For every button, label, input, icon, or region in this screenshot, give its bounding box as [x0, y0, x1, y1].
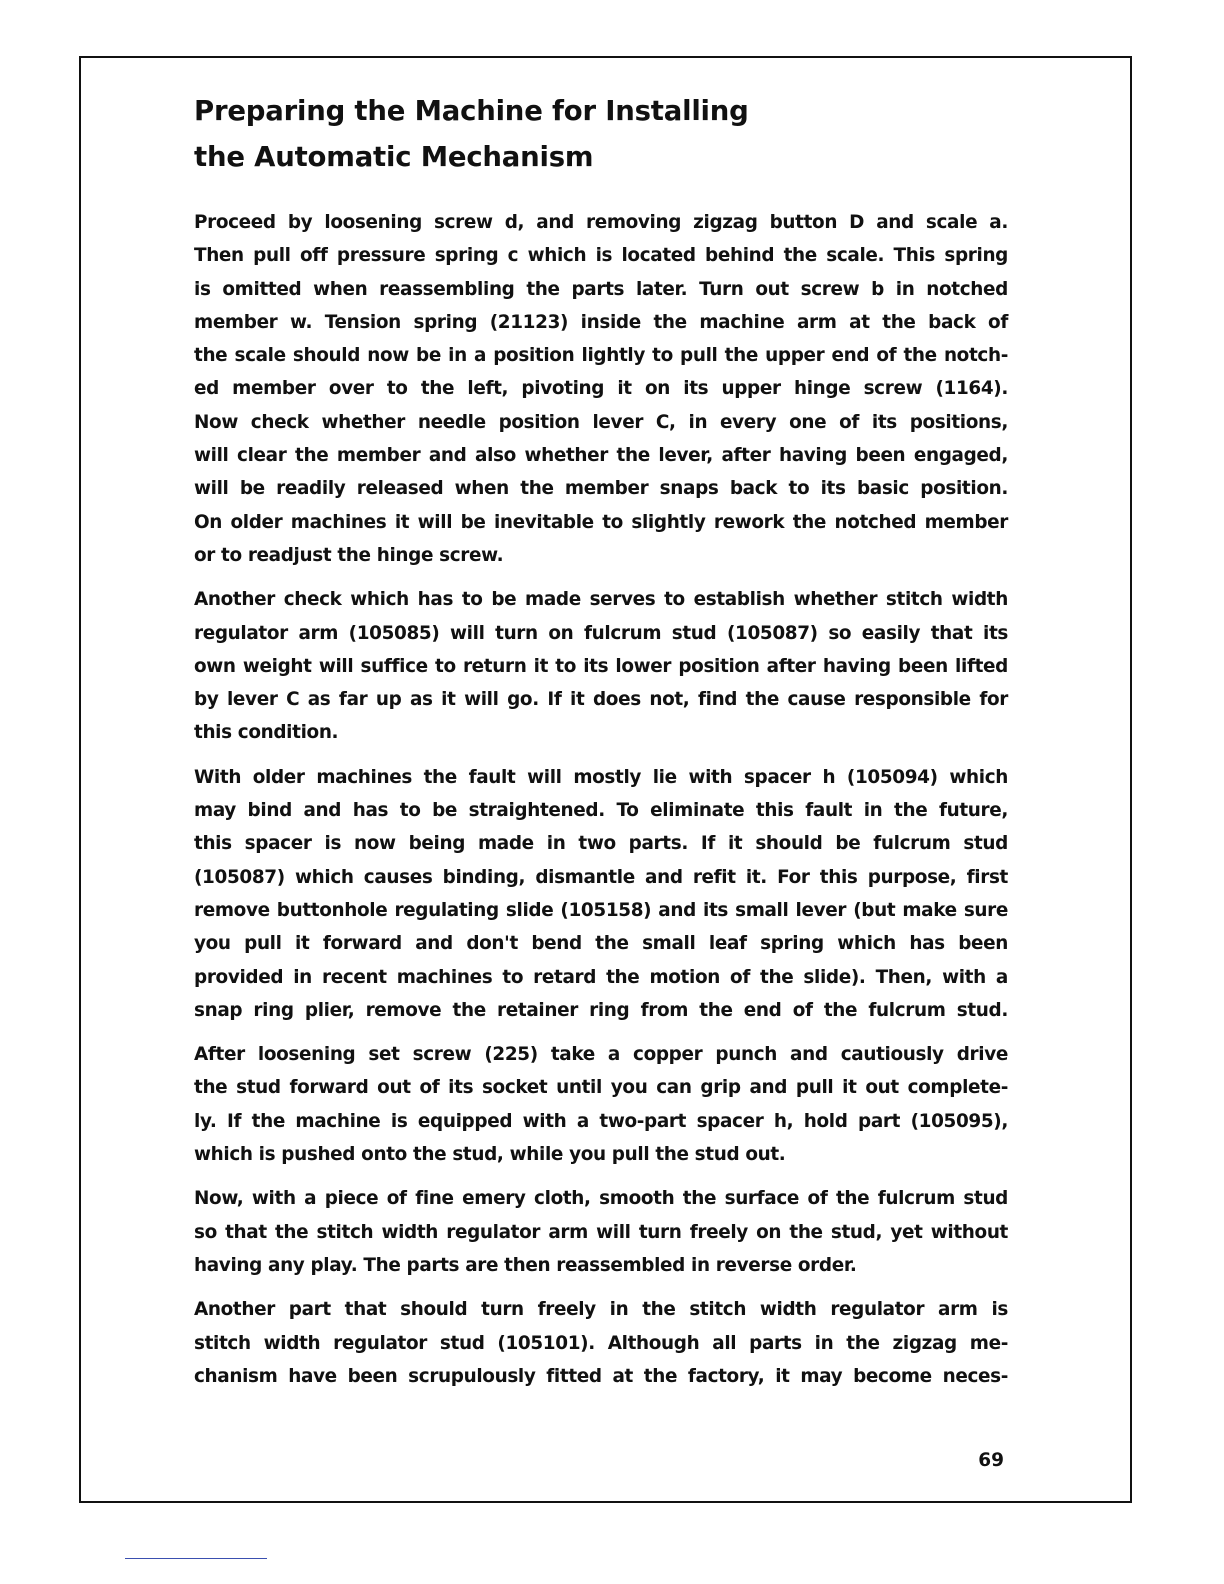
- text-line: which is pushed onto the stud, while you pull the stud out.: [194, 1144, 786, 1166]
- text-line: Another check which has to be made serves to establish whether stitch width: [194, 589, 1008, 611]
- text-line: ly. If the machine is equipped with a two-part spacer h, hold part (105095),: [194, 1110, 1008, 1132]
- text-line: will clear the member and also whether the lever, after having been engaged,: [194, 445, 1008, 467]
- text-line: With older machines the fault will mostly lie with spacer h (105094) which: [194, 766, 1008, 788]
- text-line: member w. Tension spring (21123) inside the machine arm at the back of: [194, 311, 1008, 333]
- text-line: snap ring plier, remove the retainer ring from the end of the fulcrum stud.: [194, 999, 1008, 1021]
- text-line: this condition.: [194, 722, 339, 744]
- text-line: may bind and has to be straightened. To eliminate this fault in the future,: [194, 800, 1008, 822]
- text-line: Another part that should turn freely in the stitch width regulator arm is: [194, 1299, 1008, 1321]
- text-line: you pull it forward and don't bend the small leaf spring which has been: [194, 933, 1008, 955]
- text-line: Then pull off pressure spring c which is located behind the scale. This spring: [194, 245, 1008, 267]
- text-line: having any play. The parts are then reassembled in reverse order.: [194, 1254, 857, 1276]
- paragraph-removal-steps: [194, 206, 1008, 572]
- text-line: On older machines it will be inevitable to slightly rework the notched member: [194, 511, 1008, 533]
- text-line: (105087) which causes binding, dismantle and refit it. For this purpose, first: [194, 866, 1008, 888]
- page-content: [194, 88, 1008, 1404]
- text-line: will be readily released when the member snaps back to its basic position.: [194, 478, 1008, 500]
- page-number: 69: [978, 1450, 1004, 1471]
- text-line: is omitted when reassembling the parts later. Turn out screw b in notched: [194, 278, 1008, 300]
- text-line: Now check whether needle position lever C, in every one of its positions,: [194, 411, 1008, 433]
- text-line: chanism have been scrupulously fitted at the factory, it may become neces-: [194, 1365, 1008, 1387]
- text-line: ed member over to the left, pivoting it on its upper hinge screw (1164).: [194, 378, 1008, 400]
- heading-line: Preparing the Machine for Installing: [194, 95, 749, 127]
- paragraph-older-machines: [194, 761, 1008, 1027]
- text-line: After loosening set screw (225) take a copper punch and cautiously drive: [194, 1044, 1008, 1066]
- text-line: own weight will suffice to return it to its lower position after having been lifted: [194, 655, 1008, 677]
- text-line: so that the stitch width regulator arm will turn freely on the stud, yet without: [194, 1221, 1008, 1243]
- heading-line: the Automatic Mechanism: [194, 141, 594, 173]
- text-line: or to readjust the hinge screw.: [194, 544, 504, 566]
- paragraph-regulator-check: [194, 583, 1008, 749]
- paragraph-smoothing: [194, 1182, 1008, 1282]
- text-line: the stud forward out of its socket until you can grip and pull it out complete-: [194, 1077, 1008, 1099]
- paragraph-stud-removal: [194, 1038, 1008, 1171]
- text-line: the scale should now be in a position lightly to pull the upper end of the notch-: [194, 345, 1008, 367]
- text-line: remove buttonhole regulating slide (105158) and its small lever (but make sure: [194, 899, 1008, 921]
- text-line: by lever C as far up as it will go. If it does not, find the cause responsible for: [194, 689, 1008, 711]
- paragraph-regulator-stud: [194, 1293, 1008, 1393]
- text-line: this spacer is now being made in two parts. If it should be fulcrum stud: [194, 833, 1008, 855]
- section-heading: [194, 88, 1008, 180]
- text-line: stitch width regulator stud (105101). Although all parts in the zigzag me-: [194, 1332, 1008, 1354]
- text-line: provided in recent machines to retard the motion of the slide). Then, with a: [194, 966, 1008, 988]
- footer-rule: [125, 1558, 267, 1559]
- page-frame: [79, 56, 1132, 1503]
- text-line: Proceed by loosening screw d, and removing zigzag button D and scale a.: [194, 212, 1008, 233]
- text-line: Now, with a piece of fine emery cloth, smooth the surface of the fulcrum stud: [194, 1188, 1008, 1210]
- text-line: regulator arm (105085) will turn on fulcrum stud (105087) so easily that its: [194, 622, 1008, 644]
